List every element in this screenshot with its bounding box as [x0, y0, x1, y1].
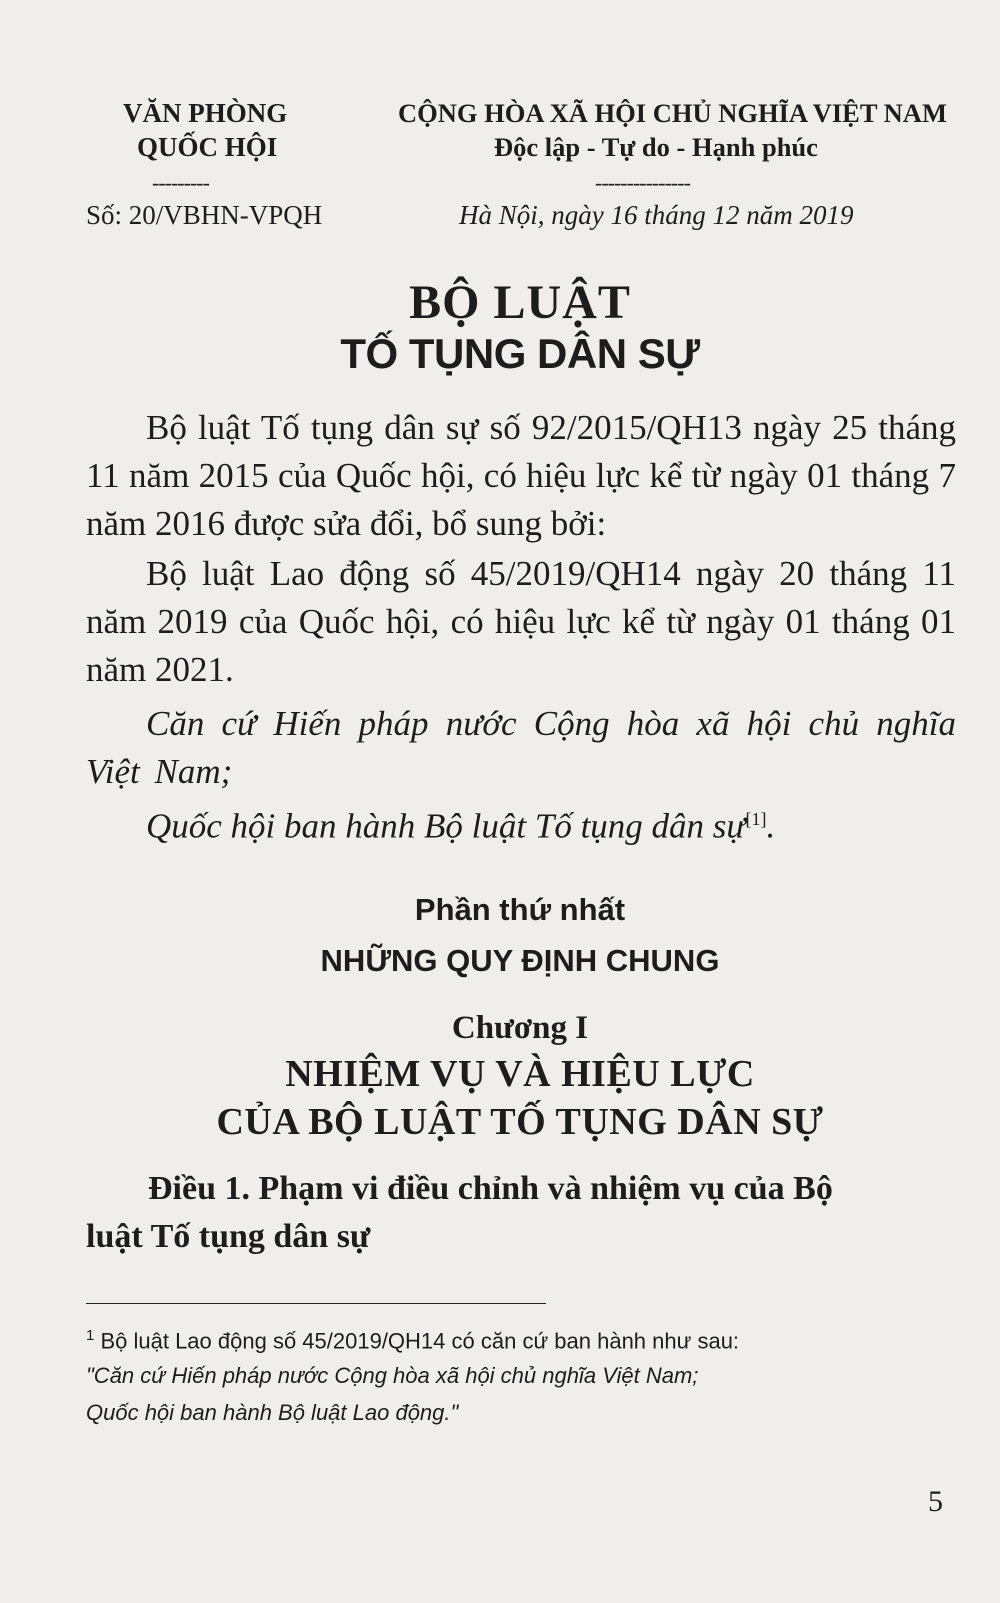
part-heading: Phần thứ nhất — [414, 892, 626, 927]
part-title: NHỮNG QUY ĐỊNH CHUNG — [320, 943, 720, 978]
footnote-number: 1 — [86, 1327, 95, 1344]
footnote-line2: "Căn cứ Hiến pháp nước Cộng hòa xã hội chủ nghĩa Việt Nam; — [86, 1363, 699, 1388]
intro-text-1: Bộ luật Tố tụng dân sự số 92/2015/QH13 ngày 25 tháng 11 năm 2015 của Quốc hội, có hiệu lực kể từ ngày 01 tháng 7 năm 2016 được sửa đổi, bổ sung bởi: — [86, 408, 956, 543]
chapter-title-line1: NHIỆM VỤ VÀ HIỆU LỰC — [285, 1053, 755, 1095]
intro-text-2: Bộ luật Lao động số 45/2019/QH14 ngày 20 tháng 11 năm 2019 của Quốc hội, có hiệu lực kể từ ngày 01 tháng 01 năm 2021. — [86, 554, 956, 689]
enactment-period: . — [766, 806, 776, 846]
article-heading-line1: Điều 1. Phạm vi điều chỉnh và nhiệm vụ của Bộ — [148, 1170, 833, 1207]
document-number: Số: 20/VBHN-VPQH — [86, 200, 323, 230]
page-number: 5 — [928, 1485, 943, 1518]
footnote-line3: Quốc hội ban hành Bộ luật Lao động." — [86, 1400, 459, 1425]
chapter-title-line2: CỦA BỘ LUẬT TỐ TỤNG DÂN SỰ — [216, 1101, 824, 1143]
footnote-separator — [86, 1303, 546, 1304]
issuer-line2: QUỐC HỘI — [137, 132, 278, 162]
article-heading-line2: luật Tố tụng dân sự — [86, 1218, 371, 1255]
intro-paragraph-2 — [86, 550, 956, 694]
national-motto: Độc lập - Tự do - Hạnh phúc — [494, 132, 818, 162]
document-title: BỘ LUẬT — [409, 276, 631, 329]
footnote-reference[interactable]: [1] — [745, 809, 767, 829]
basis-paragraph — [86, 700, 956, 796]
document-subtitle: TỐ TỤNG DÂN SỰ — [340, 330, 700, 377]
motto-rule: --------------- — [595, 170, 690, 195]
footnote-line1 — [86, 1327, 739, 1354]
issuer-rule: --------- — [152, 170, 209, 195]
issuer-line1: VĂN PHÒNG — [123, 98, 288, 128]
place-date: Hà Nội, ngày 16 tháng 12 năm 2019 — [459, 200, 854, 230]
basis-text: Căn cứ Hiến pháp nước Cộng hòa xã hội chủ nghĩa Việt Nam; — [86, 704, 956, 791]
enactment-paragraph — [86, 795, 956, 851]
national-title: CỘNG HÒA XÃ HỘI CHỦ NGHĨA VIỆT NAM — [398, 98, 947, 128]
chapter-heading: Chương I — [451, 1010, 589, 1046]
footnote-text-1: Bộ luật Lao động số 45/2019/QH14 có căn cứ ban hành như sau: — [100, 1328, 740, 1354]
enactment-text: Quốc hội ban hành Bộ luật Tố tụng dân sự — [146, 806, 746, 846]
intro-paragraph-1 — [86, 404, 956, 548]
